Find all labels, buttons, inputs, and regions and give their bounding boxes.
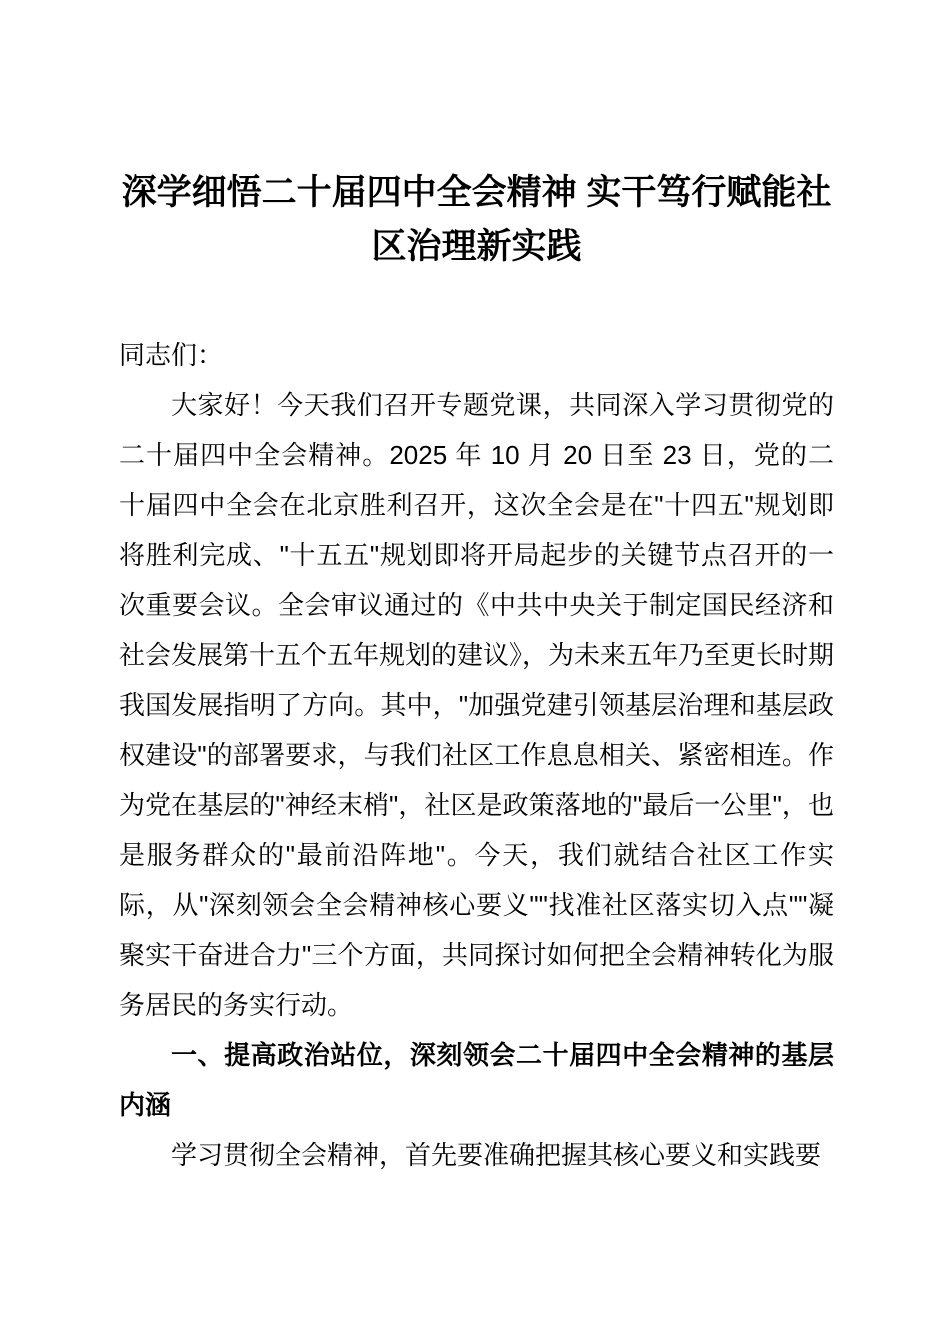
salutation: 同志们： (119, 340, 224, 370)
paragraph-after-heading: 学习贯彻全会精神，首先要准确把握其核心要义和实践要 (171, 1140, 822, 1170)
document-body (119, 330, 834, 1180)
section-heading-1: 一、提高政治站位，深刻领会二十届四中全会精神的基层内涵 (119, 1040, 834, 1120)
document-title: 深学细悟二十届四中全会精神 实干笃行赋能社区治理新实践 (121, 173, 832, 266)
paragraph-intro: 大家好！今天我们召开专题党课，共同深入学习贯彻党的二十届四中全会精神。2025 年 10 月 20 日至 23 日，党的二十届四中全会在北京胜利召开，这次全会是在"十四五"规划即将胜利完成、"十五五"规划即将开局起步的关键节点召开的一次重要会议。全会审议通过的《中共中央关于制定国民经济和社会发展第十五个五年规划的建议》，为未来五年乃至更长时期我国发展指明了方向。其中，"加强党建引领基层治理和基层政权建设"的部署要求，与我们社区工作息息相关、紧密相连。作为党在基层的"神经末梢"，社区是政策落地的"最后一公里"，也是服务群众的"最前沿阵地"。今天，我们就结合社区工作实际，从"深刻领会全会精神核心要义""找准社区落实切入点""凝聚实干奋进合力"三个方面，共同探讨如何把全会精神转化为服务居民的务实行动。 (119, 390, 835, 1020)
